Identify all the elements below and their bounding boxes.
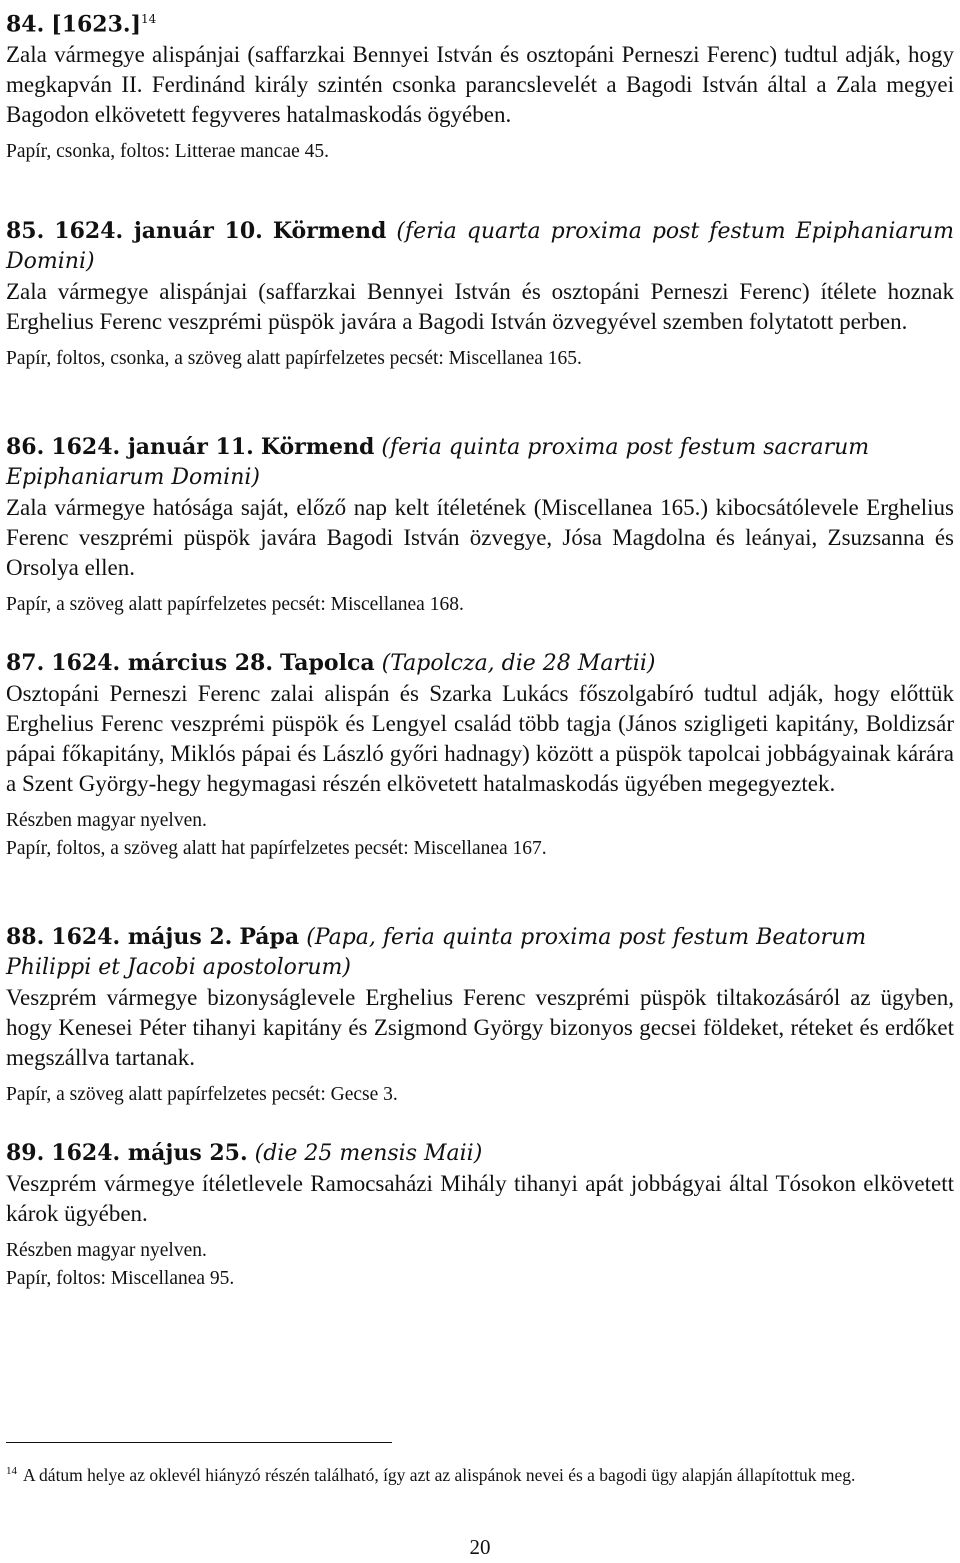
entry-summary: Zala vármegye alispánjai (saffarzkai Bennyei István és osztopáni Perneszi Ferenc) tudtul adják, hogy megkapván II. Ferdinánd király szintén csonka parancslevelét a Bagodi István által a Zala megyei Bagodon elkövetett fegyveres hatalmaskodás ögyében. <box>6 42 954 128</box>
entry-note: Papír, foltos, a szöveg alatt hat papírfelzetes pecsét: Miscellanea 167. <box>6 838 547 859</box>
entry-heading <box>6 432 954 493</box>
footnote-text: A dátum helye az oklevél hiányzó részén található, így azt az alispánok nevei és a bagodi ügy alapján állapítottuk meg. <box>23 1464 856 1485</box>
entry-note: Papír, foltos: Miscellanea 95. <box>6 1268 235 1289</box>
entry-date: 1624. május 2. <box>51 924 233 950</box>
entry-note: Papír, a szöveg alatt papírfelzetes pecsét: Miscellanea 168. <box>6 594 464 615</box>
entry-place: Pápa <box>239 924 300 950</box>
footnote <box>6 1458 954 1488</box>
entry-89 <box>6 1138 954 1293</box>
entry-latin-dating: (Tapolcza, die 28 Martii) <box>381 651 656 676</box>
entry-summary: Veszprém vármegye ítéletlevele Ramocsaházi Mihály tihanyi apát jobbágyai által Tósokon elkövetett károk ügyében. <box>6 1171 954 1226</box>
entry-number: 87. <box>6 650 45 676</box>
entry-date: 1624. január 10. <box>54 218 263 244</box>
entry-latin-dating: (feria quarta proxima post festum Epiphaniarum Domini) <box>6 219 955 274</box>
page-number: 20 <box>469 1535 491 1559</box>
entry-note: Részben magyar nyelven. <box>6 1240 207 1261</box>
entry-date: 1624. március 28. <box>51 650 274 676</box>
entry-latin-dating: (feria quinta proxima post festum sacrarum Epiphaniarum Domini) <box>6 435 870 490</box>
entry-number: 85. <box>6 218 45 244</box>
entry-place: Körmend <box>260 434 375 460</box>
entry-heading <box>6 4 954 40</box>
entry-summary: Veszprém vármegye bizonyságlevele Erghelius Ferenc veszprémi püspök tiltakozásáról az ügyben, hogy Kenesei Péter tihanyi kapitány és Zsigmond György bizonyos gecsei földeket, réteket és erdőket megszállva tartanak. <box>6 985 954 1070</box>
entry-summary: Zala vármegye hatósága saját, előző nap kelt ítéletének (Miscellanea 165.) kibocsátólevele Erghelius Ferenc veszprémi püspök javára Bagodi István özvegye, Jósa Magdolna és leányai, Zsuzsanna és Orsolya ellen. <box>6 495 954 580</box>
footnote-mark: 14 <box>6 1465 17 1477</box>
entry-date: [1623.] <box>51 11 141 38</box>
entry-note: Papír, a szöveg alatt papírfelzetes pecsét: Gecse 3. <box>6 1084 398 1105</box>
entry-date: 1624. május 25. <box>51 1140 248 1166</box>
entry-summary: Osztopáni Perneszi Ferenc zalai alispán és Szarka Lukács főszolgabíró tudtul adják, hogy előttük Erghelius Ferenc veszprémi püspök és Lengyel család több tagja (János szigligeti kapitány, Boldizsár pápai főkapitány, Miklós pápai és László győri hadnagy) között a püspök tapolcai jobbágyainak kárára a Szent György-hegy hegymagasi részén elkövetett hatalmaskodás ügyében megegyeztek. <box>6 681 954 796</box>
entry-85 <box>6 216 954 373</box>
entry-number: 88. <box>6 924 45 950</box>
entry-heading <box>6 648 954 679</box>
entry-note: Papír, csonka, foltos: Litterae mancae 45. <box>6 141 330 163</box>
entry-latin-dating: (Papa, feria quinta proxima post festum Beatorum Philippi et Jacobi apostolorum) <box>6 925 867 980</box>
entry-88 <box>6 922 954 1109</box>
entry-84 <box>6 4 954 166</box>
entry-number: 86. <box>6 434 45 460</box>
entry-number: 84. <box>6 11 45 38</box>
entry-86 <box>6 432 954 619</box>
entry-date: 1624. január 11. <box>51 434 254 460</box>
entry-latin-dating: (die 25 mensis Maii) <box>254 1141 483 1166</box>
entry-place: Tapolca <box>280 650 375 676</box>
entry-heading <box>6 216 954 277</box>
entry-heading <box>6 1138 954 1169</box>
entry-number: 89. <box>6 1140 45 1166</box>
entry-note: Papír, foltos, csonka, a szöveg alatt papírfelzetes pecsét: Miscellanea 165. <box>6 348 582 369</box>
entry-place: Körmend <box>272 218 387 244</box>
entry-note: Részben magyar nyelven. <box>6 810 207 831</box>
entry-87 <box>6 648 954 863</box>
footnote-divider <box>6 1442 392 1443</box>
footnote-reference[interactable]: 14 <box>141 12 157 26</box>
entry-heading <box>6 922 954 983</box>
entry-summary: Zala vármegye alispánjai (saffarzkai Bennyei István és osztopáni Perneszi Ferenc) ítélete hoznak Erghelius Ferenc veszprémi püspök javára a Bagodi István özvegyével szemben folytatott perben. <box>6 279 954 334</box>
